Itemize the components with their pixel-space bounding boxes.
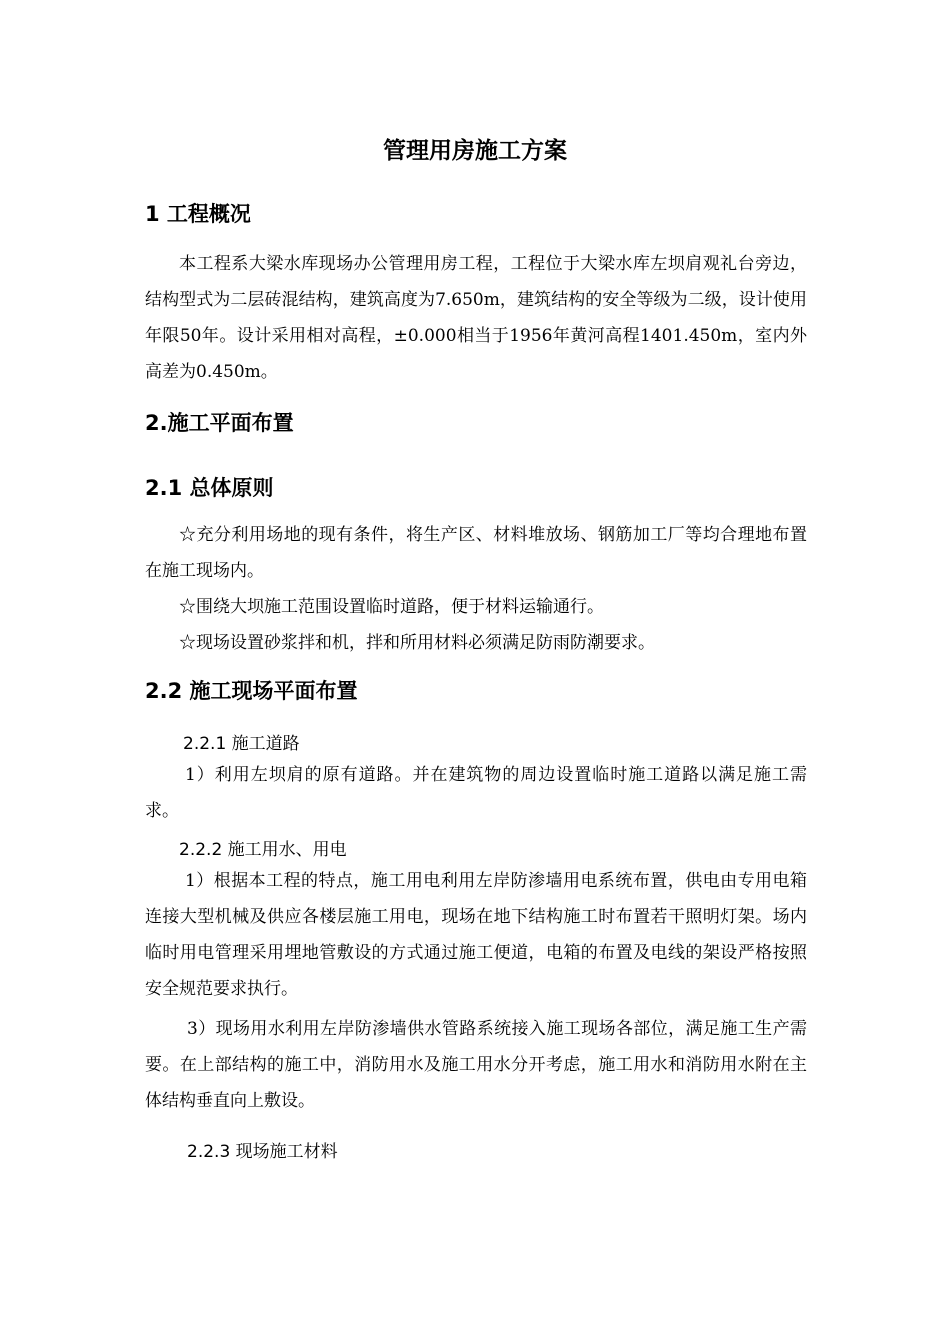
principle-bullet-2: ☆围绕大坝施工范围设置临时道路，便于材料运输通行。: [179, 597, 604, 617]
section-2-2-1-heading: 2.2.1 施工道路: [183, 734, 300, 754]
section-2-2-heading: 2.2 施工现场平面布置: [145, 679, 358, 703]
section-1-paragraph: 本工程系大梁水库现场办公管理用房工程，工程位于大梁水库左坝肩观礼台旁边，结构型式为二层砖混结构，建筑高度为7.650m，建筑结构的安全等级为二级，设计使用年限50年。设计采用相对高程，±0.000相当于1956年黄河高程1401.450m，室内外高差为0.450m。: [145, 254, 807, 382]
document-title: 管理用房施工方案: [383, 138, 567, 164]
principle-bullet-1: ☆充分利用场地的现有条件，将生产区、材料堆放场、钢筋加工厂等均合理地布置在施工现场内。: [145, 525, 807, 581]
section-2-1-heading: 2.1 总体原则: [145, 476, 274, 500]
section-2-2-1-text: 1）利用左坝肩的原有道路。并在建筑物的周边设置临时施工道路以满足施工需求。: [145, 765, 807, 821]
section-2-2-3-heading: 2.2.3 现场施工材料: [187, 1142, 338, 1162]
section-1-heading: 1 工程概况: [145, 202, 251, 226]
section-2-2-2-text-2: 3）现场用水利用左岸防渗墙供水管路系统接入施工现场各部位，满足施工生产需要。在上部结构的施工中，消防用水及施工用水分开考虑，施工用水和消防用水附在主体结构垂直向上敷设。: [145, 1019, 807, 1111]
section-2-2-2-heading: 2.2.2 施工用水、用电: [179, 840, 347, 860]
section-2-heading: 2.施工平面布置: [145, 411, 294, 435]
principle-bullet-3: ☆现场设置砂浆拌和机，拌和所用材料必须满足防雨防潮要求。: [179, 633, 655, 653]
section-2-2-2-text-1: 1）根据本工程的特点，施工用电利用左岸防渗墙用电系统布置，供电由专用电箱连接大型机械及供应各楼层施工用电，现场在地下结构施工时布置若干照明灯架。场内临时用电管理采用埋地管敷设的方式通过施工便道，电箱的布置及电线的架设严格按照安全规范要求执行。: [145, 871, 807, 999]
